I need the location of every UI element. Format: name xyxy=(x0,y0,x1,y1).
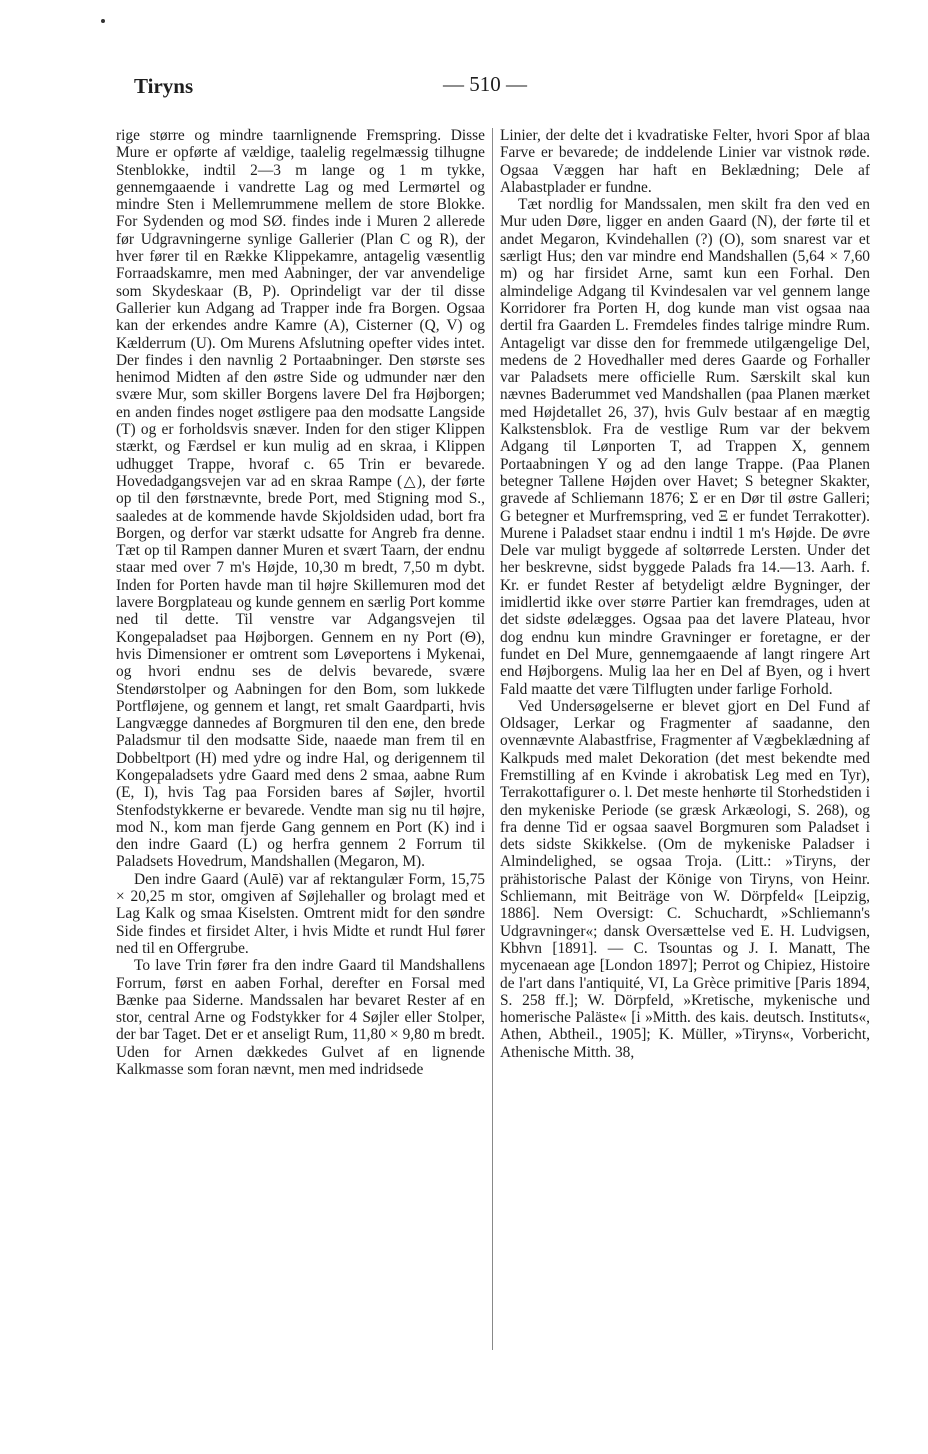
paragraph: Ved Undersøgelserne er blevet gjort en Del Fund af Oldsager, Lerkar og Fragmenter af saadanne, den ovennævnte Alabastfrise, Fragmenter af Vægbeklædning af Kalkpuds med malet Dekoration (det mest bekendte med Fremstilling af en Kvinde i akrobatisk Leg med en Tyr), Terrakottafigurer o. l. Det meste henhørte til Storhedstiden i den mykeniske Periode (se græsk Arkæologi, S. 268), og fra denne Tid er ogsaa saavel Borgmuren som Paladset i dets sidste Skikkelse. (Om de mykeniske Paladser i Almindelighed, se ogsaa Troja. (Litt.: »Tiryns, der prähistorische Palast der Könige von Tiryns, von Heinr. Schliemann, mit Beiträge von W. Dörpfeld« [Leipzig, 1886]. Nem Oversigt: C. Schuchardt, »Schliemann's Udgravninger«; dansk Oversættelse ved E. H. Ludvigsen, Kbhvn [1891]. — C. Tsountas og J. I. Manatt, The mycenaean age [London 1897]; Perrot og Chipiez, Histoire de l'art dans l'antiquité, VI, La Grèce primitive [Paris 1894, S. 258 ff.]; W. Dörpfeld, »Kretische, mykenische und homerische Paläste« [i »Mitth. des kais. deutsch. Instituts«, Athen, Abtheil., 1905]; K. Müller, »Tiryns«, Vorbericht, Athenische Mitth. 38, xyxy=(500,697,870,1061)
paragraph: To lave Trin fører fra den indre Gaard til Mandshallens Forrum, først en aaben Forhal, derefter en Forsal med Bænke paa Siderne. Mandssalen har bevaret Rester af en stor, central Arne og Fodstykker for 4 Søjler eller Stolper, der bar Taget. Det er et anseligt Rum, 11,80 × 9,80 m bredt. Uden for Arnen dækkedes Gulvet af en lignende Kalkmasse som foran nævnt, men med indridsede xyxy=(116,957,485,1079)
page-speck xyxy=(101,19,105,23)
paragraph: Linier, der delte det i kvadratiske Felter, hvori Spor af blaa Farve er bevarede; de inddelende Linier var vistnok røde. Ogsaa Væggen har haft en Beklædning; Dele af Alabastplader er fundne. xyxy=(500,127,870,196)
right-column xyxy=(500,127,870,1061)
page-number: — 510 — xyxy=(443,72,527,96)
column-divider xyxy=(492,128,493,1350)
paragraph: rige større og mindre taarnlignende Fremspring. Disse Mure er opførte af vældige, taalelig regelmæssig tilhugne Stenblokke, indtil 2—3 m lange og 1 m tykke, gennemgaaende i vandrette Lag og med Lermørtel og mindre Sten i Mellemrummene mellem de store Blokke. For Sydenden og mod SØ. findes inde i Muren 2 allerede før Udgravningerne synlige Gallerier (Plan C og R), der hver fører til en Række Klippekamre, antagelig væsentlig Forraadskamre, men med Aabninger, der var anvendelige som Skydeskaar (B, P). Oprindeligt var der til disse Gallerier kun Adgang ad Trapper inde fra Borgen. Ogsaa kan der erkendes andre Kamre (A), Cisterner (Q, V) og Kælderrum (U). Om Murens Afslutning opefter vides intet. Der findes i den navnlig 2 Portaabninger. Den største ses henimod Midten af den østre Side og udmunder nær den svære Mur, som skiller Borgens lavere Del fra Højborgen; en anden findes noget østligere paa den modsatte Langside (T) og er forholdsvis snæver. Inden for den stiger Klippen stærkt, og Færdsel er kun mulig ad en skraa, i Klippen udhugget Trappe, hvoraf c. 65 Trin er bevarede. Hovedadgangsvejen var ad en skraa Rampe (△), der førte op til den førstnævnte, brede Port, med Stigning mod S., saaledes at de kommende havde Skjoldsiden udad, bort fra Borgen, og derfor var stærkt udsatte for Angreb fra denne. Tæt op til Rampen danner Muren et svært Taarn, der endnu staar med over 7 m's Højde, 10,30 m bredt, 7,50 m dybt. Inden for Porten havde man til højre Skillemuren mod det lavere Borgplateau og kunde gennem en særlig Port komme ned til dette. Til venstre var Adgangsvejen til Kongepaladset paa Højborgen. Gennem en ny Port (Θ), hvis Dimensioner er omtrent som Løveportens i Mykenai, og hvori endnu ses de delvis bevarede, svære Stendørstolper og Aabningen for den Bom, som lukkede Portfløjene, og gennem et langt, ret smalt Gaardparti, hvis Langvægge dannedes af Borgmuren til den ene, den brede Paladsmur til den modsatte Side, naaede man frem til en Dobbeltport (H) med ydre og indre Hal, og derigennem til Kongepaladsets ydre Gaard med dens 2 smaa, aabne Rum (E, I), hvis Tag paa Forsiden bares af Søjler, hvortil Stenfodstykkerne er bevarede. Vendte man sig nu til højre, mod N., kom man fjerde Gang gennem en Port (K) ind i den indre Gaard (L) og herfra gennem 2 Forrum til Paladsets Hovedrum, Mandshallen (Megaron, M). xyxy=(116,127,486,871)
left-column xyxy=(116,127,485,1078)
paragraph: Tæt nordlig for Mandssalen, men skilt fra den ved en Mur uden Døre, ligger en anden Gaard (N), der førte til et andet Megaron, Kvindehallen (?) (O), som snarest var et særligt Hus; den var mindre end Mandshallen (5,64 × 7,60 m) og har firsidet Arne, samt kun een Forhal. Den almindelige Adgang til Kvindesalen var vel gennem lange Korridorer fra Porten H, dog kunde man vist ogsaa naa dertil fra Gaarden L. Fremdeles findes talrige mindre Rum. Antageligt var disse den for fremmede utilgængelige Del, medens de 2 Hovedhaller med deres Gaarde og Forhaller var Paladsets mere officielle Rum. Særskilt skal kun nævnes Baderummet ved Mandshallen (paa Planen mærket med Højdetallet 26, 37), hvis Gulv bestaar af en mægtig Kalkstensblok. Fra de vestlige Rum var der bekvem Adgang til Lønporten T, ad Trappen X, gennem Portaabningen Y og ad den lange Trappe. (Paa Planen betegner Tallene Højden over Havet; S betegner Skakter, gravede af Schliemann 1876; Σ er en Dør til østre Galleri; G betegner et Murfremspring, ved Ξ er fundet Terrakotter). Murene i Paladset staar endnu i indtil 1 m's Højde. De øvre Dele var muligt byggede af soltørrede Lersten. Under det her beskrevne, sidst byggede Palads fra 14.—13. Aarh. f. Kr. er fundet Rester af betydeligt ældre Bygninger, der imidlertid ikke over større Partier kan fremdrages, uden at det sidste ødelægges. Ogsaa paa det lavere Plateau, hvor dog endnu kun mindre Gravninger er foretagne, er der fundet en Del Mure, gennemgaaende af langt ringere Art end Højborgens. Mulig laa her en Del af Byen, og i hvert Fald maatte det være Tilflugten under farlige Forhold. xyxy=(500,196,870,698)
paragraph: Den indre Gaard (Aulē) var af rektangulær Form, 15,75 × 20,25 m stor, omgiven af Søjlehaller og brolagt med et Lag Kalk og smaa Kiselsten. Omtrent midt for den søndre Side findes et firsidet Alter, i hvis Midte et rundt Hul fører ned til en Offergrube. xyxy=(116,870,485,957)
running-title: Tiryns xyxy=(134,74,194,98)
